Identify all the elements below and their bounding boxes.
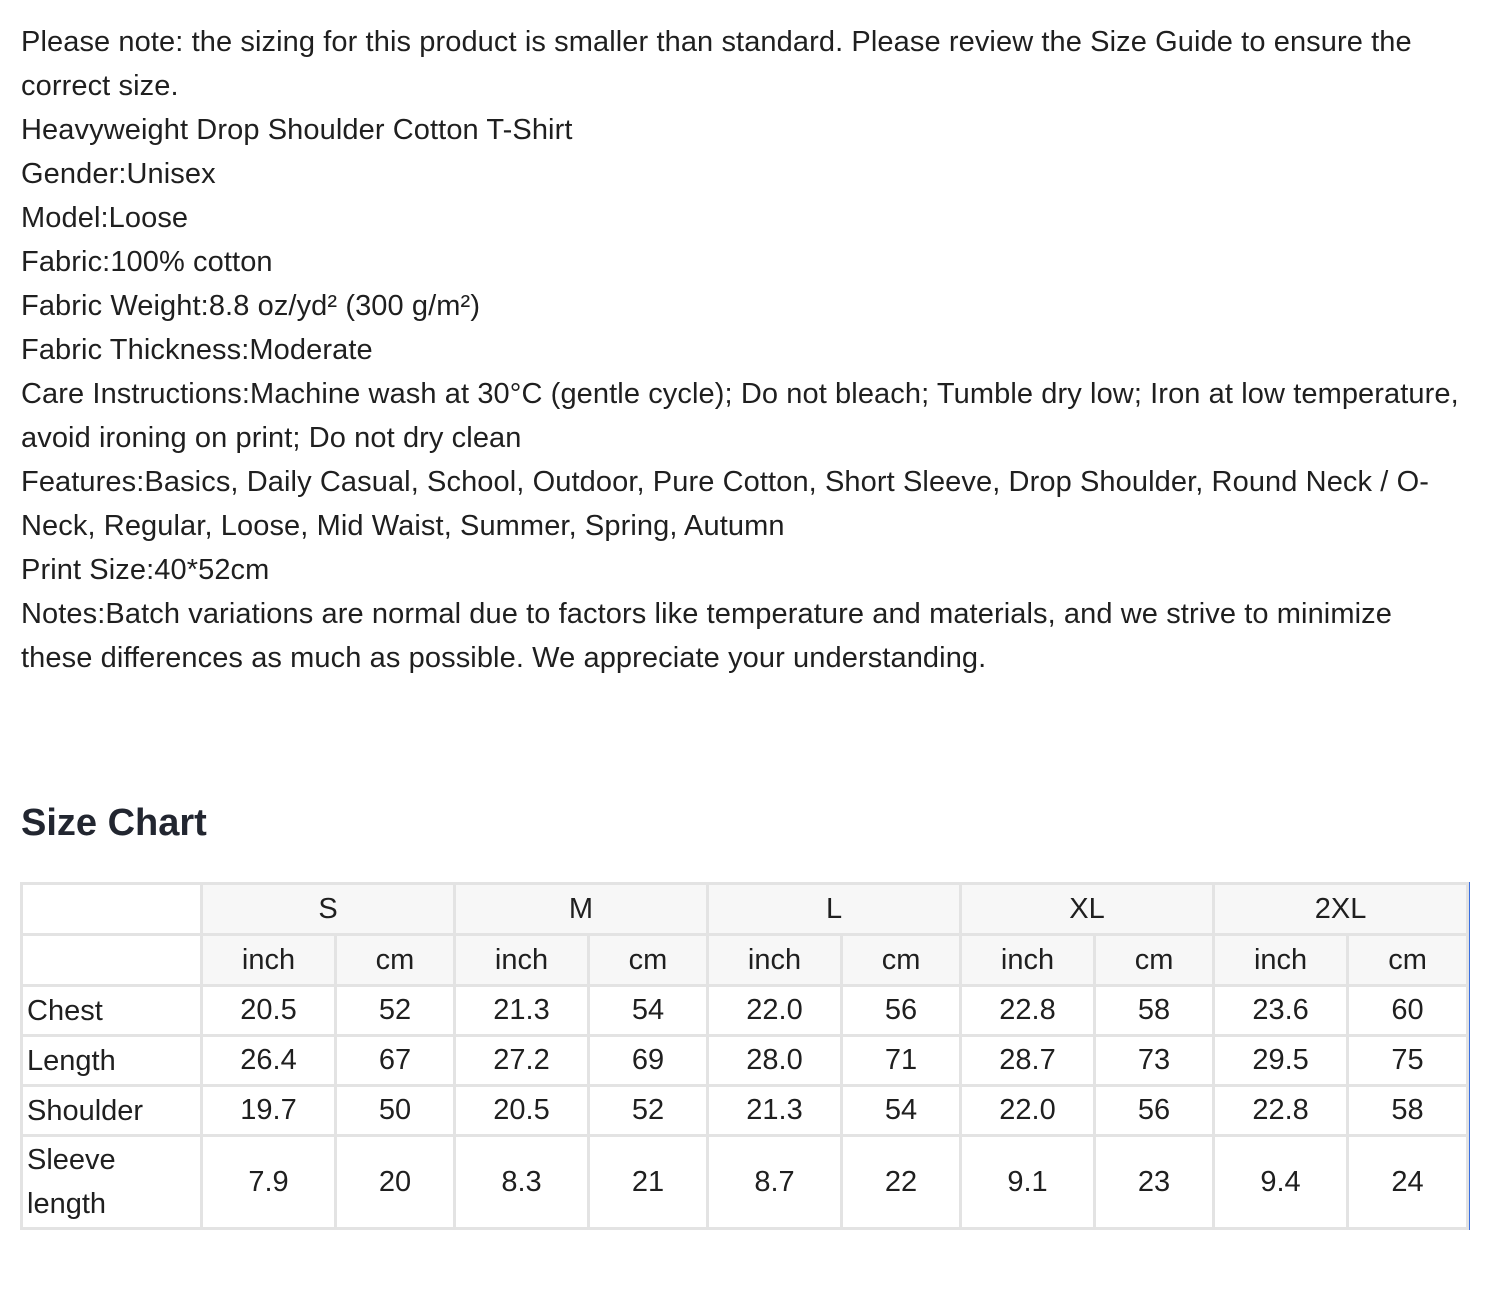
table-cell: 28.7 — [961, 1036, 1095, 1086]
fabric-thickness-line: Fabric Thickness:Moderate — [21, 334, 373, 366]
table-cell: 28.0 — [708, 1036, 842, 1086]
table-cell: 22.0 — [961, 1086, 1095, 1136]
table-cell: 26.4 — [202, 1036, 336, 1086]
notes-line: Notes:Batch variations are normal due to factors like temperature and materials, and we strive to minimize these differences as much as possible. We appreciate your understanding. — [21, 598, 1392, 674]
model-line: Model:Loose — [21, 202, 189, 234]
fabric-weight-line: Fabric Weight:8.8 oz/yd² (300 g/m²) — [21, 290, 481, 322]
table-row-shoulder — [22, 1086, 1468, 1136]
care-instructions-line: Care Instructions:Machine wash at 30°C (gentle cycle); Do not bleach; Tumble dry low; Iron at low temperature, avoid ironing on print; Do not dry clean — [21, 378, 1459, 454]
table-cell: 7.9 — [202, 1136, 336, 1229]
table-cell: 20.5 — [202, 986, 336, 1036]
fabric-line: Fabric:100% cotton — [21, 246, 273, 278]
table-cell: 22 — [842, 1136, 961, 1229]
size-chart-title: Size Chart — [21, 802, 207, 844]
unit-header-row — [22, 935, 1468, 986]
unit-header: cm — [1348, 935, 1468, 986]
table-cell: 22.8 — [1214, 1086, 1348, 1136]
size-header-2xl: 2XL — [1214, 884, 1468, 935]
unit-header: inch — [202, 935, 336, 986]
table-cell: 8.7 — [708, 1136, 842, 1229]
table-cell: 67 — [336, 1036, 455, 1086]
table-cell: 71 — [842, 1036, 961, 1086]
table-cell: 60 — [1348, 986, 1468, 1036]
table-cell: 73 — [1095, 1036, 1214, 1086]
size-header-s: S — [202, 884, 455, 935]
product-name: Heavyweight Drop Shoulder Cotton T-Shirt — [21, 114, 573, 146]
table-row-sleeve-length — [22, 1136, 1468, 1229]
unit-header: cm — [336, 935, 455, 986]
table-cell: 9.4 — [1214, 1136, 1348, 1229]
sizing-note: Please note: the sizing for this product is smaller than standard. Please review the Size Guide to ensure the correct size. — [21, 26, 1412, 102]
table-cell: 58 — [1095, 986, 1214, 1036]
table-cell: 22.0 — [708, 986, 842, 1036]
table-cell: 54 — [842, 1086, 961, 1136]
table-cell: 20.5 — [455, 1086, 589, 1136]
product-description — [21, 20, 1471, 680]
table-cell: 24 — [1348, 1136, 1468, 1229]
size-header-m: M — [455, 884, 708, 935]
row-label: Sleeve length — [22, 1136, 202, 1229]
size-chart-table — [20, 882, 1469, 1230]
unit-header: cm — [589, 935, 708, 986]
table-cell: 21.3 — [455, 986, 589, 1036]
size-header-xl: XL — [961, 884, 1214, 935]
row-label: Shoulder — [22, 1086, 202, 1136]
unit-header: cm — [842, 935, 961, 986]
size-header-l: L — [708, 884, 961, 935]
table-cell: 9.1 — [961, 1136, 1095, 1229]
table-cell: 23.6 — [1214, 986, 1348, 1036]
gender-line: Gender:Unisex — [21, 158, 216, 190]
table-cell: 58 — [1348, 1086, 1468, 1136]
table-cell: 27.2 — [455, 1036, 589, 1086]
table-cell: 21 — [589, 1136, 708, 1229]
table-cell: 50 — [336, 1086, 455, 1136]
table-cell: 8.3 — [455, 1136, 589, 1229]
size-header-row — [22, 884, 1468, 935]
table-cell: 23 — [1095, 1136, 1214, 1229]
row-label: Chest — [22, 986, 202, 1036]
print-size-line: Print Size:40*52cm — [21, 554, 270, 586]
table-cell: 75 — [1348, 1036, 1468, 1086]
unit-header: inch — [961, 935, 1095, 986]
table-cell: 22.8 — [961, 986, 1095, 1036]
unit-header: inch — [455, 935, 589, 986]
table-cell: 19.7 — [202, 1086, 336, 1136]
table-cell: 21.3 — [708, 1086, 842, 1136]
table-row-length — [22, 1036, 1468, 1086]
size-chart-scroll-container[interactable] — [20, 882, 1470, 1230]
table-cell: 56 — [1095, 1086, 1214, 1136]
table-cell: 52 — [589, 1086, 708, 1136]
unit-header: inch — [708, 935, 842, 986]
table-cell: 56 — [842, 986, 961, 1036]
table-row-chest — [22, 986, 1468, 1036]
unit-header: cm — [1095, 935, 1214, 986]
table-cell: 69 — [589, 1036, 708, 1086]
table-cell: 52 — [336, 986, 455, 1036]
table-cell: 29.5 — [1214, 1036, 1348, 1086]
table-cell: 20 — [336, 1136, 455, 1229]
row-label: Length — [22, 1036, 202, 1086]
features-line: Features:Basics, Daily Casual, School, Outdoor, Pure Cotton, Short Sleeve, Drop Shoulder, Round Neck / O-Neck, Regular, Loose, Mid Waist, Summer, Spring, Autumn — [21, 466, 1430, 542]
unit-header: inch — [1214, 935, 1348, 986]
corner-cell — [22, 935, 202, 986]
table-cell: 54 — [589, 986, 708, 1036]
corner-cell — [22, 884, 202, 935]
